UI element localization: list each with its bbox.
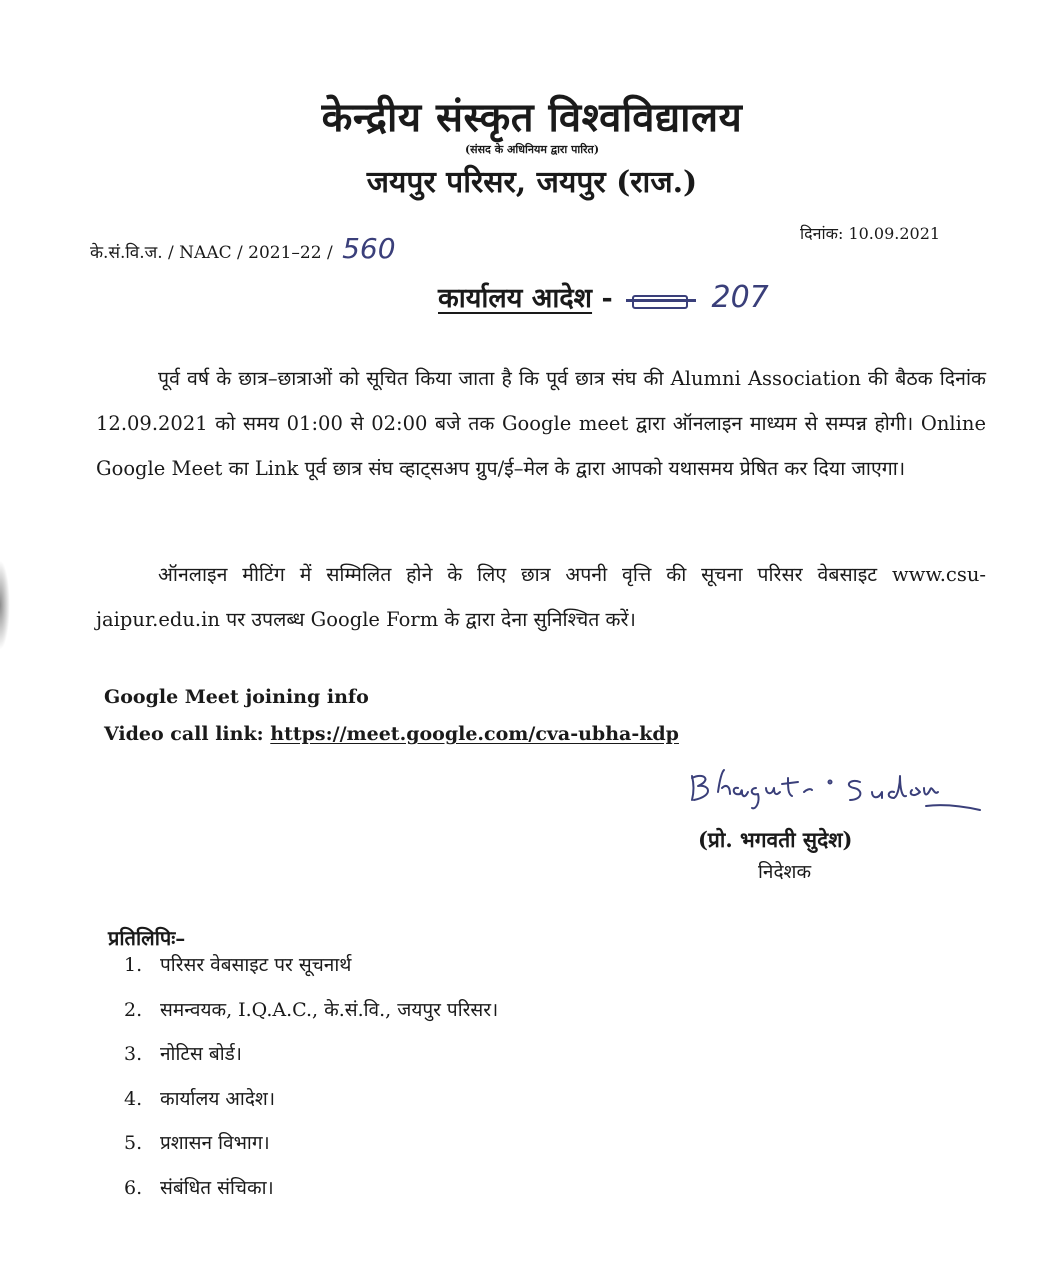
body-paragraph-1: पूर्व वर्ष के छात्र–छात्राओं को सूचित किया जाता है कि पूर्व छात्र संघ की Alumni Association की बैठक दिनांक 12.09.2021 को समय 01:00 से 02:00 बजे तक Google meet द्वारा ऑनलाइन माध्यम से सम्पन्न होगी। Online Google Meet का Link पूर्व छात्र संघ व्हाट्सअप ग्रुप/ई–मेल के द्वारा आपको यथासमय प्रेषित कर दिया जाएगा।: [96, 366, 986, 480]
list-item-text: नोटिस बोर्ड।: [160, 1043, 242, 1065]
list-item-number: 4.: [124, 1087, 143, 1110]
meet-link-label: Video call link:: [104, 723, 264, 745]
list-item-text: परिसर वेबसाइट पर सूचनार्थ: [160, 954, 352, 976]
copy-to-list: [124, 948, 498, 1215]
act-note: (संसद के अधिनियम द्वारा पारित): [464, 143, 600, 156]
office-order-dash: -: [601, 283, 613, 314]
meet-link-row: [104, 723, 679, 745]
list-item: [124, 1037, 498, 1082]
office-order-heading: [438, 278, 769, 315]
list-item: [124, 1171, 498, 1216]
list-item-number: 5.: [124, 1132, 143, 1154]
list-item-text: कार्यालय आदेश।: [160, 1087, 276, 1110]
list-item: [124, 993, 498, 1038]
list-item: [124, 948, 498, 993]
reference-number: [90, 232, 396, 265]
list-item-number: 2.: [124, 998, 143, 1021]
signer-name: (प्रो. भगवती सुदेश): [698, 827, 853, 852]
list-item-number: 3.: [124, 1043, 143, 1065]
meet-link[interactable]: https://meet.google.com/cva-ubha-kdp: [270, 723, 679, 745]
campus-name: जयपुर परिसर, जयपुर (राज.): [366, 165, 698, 200]
body-paragraph-2: ऑनलाइन मीटिंग में सम्मिलित होने के लिए छात्र अपनी वृत्ति की सूचना परिसर वेबसाइट www.csu-jaipur.edu.in पर उपलब्ध Google Form के द्वारा देना सुनिश्चित करें।: [96, 562, 986, 631]
date-label: दिनांक:: [800, 224, 844, 243]
list-item-text: प्रशासन विभाग।: [160, 1132, 270, 1154]
struck-out-mark: [622, 289, 702, 311]
order-date: [800, 222, 940, 244]
list-item-number: 1.: [124, 954, 143, 976]
list-item: [124, 1126, 498, 1171]
office-order-title: कार्यालय आदेश: [438, 283, 593, 314]
handwritten-signature: [680, 748, 990, 818]
list-item-text: संबंधित संचिका।: [160, 1176, 274, 1199]
list-item-number: 6.: [124, 1176, 143, 1199]
meet-info-heading: Google Meet joining info: [104, 686, 369, 708]
office-order-number: 207: [711, 280, 769, 315]
list-item: [124, 1082, 498, 1127]
date-value: 10.09.2021: [848, 224, 941, 243]
scan-edge-shadow: [0, 560, 10, 650]
list-item-text: समन्वयक, I.Q.A.C., के.सं.वि., जयपुर परिसर।: [160, 998, 499, 1021]
university-name: केन्द्रीय संस्कृत विश्वविद्यालय: [321, 94, 743, 141]
reference-prefix: के.सं.वि.ज. / NAAC / 2021–22 /: [90, 243, 333, 263]
copy-to-heading: प्रतिलिपिः–: [108, 926, 186, 950]
reference-handwritten-number: 560: [342, 232, 396, 265]
signer-designation: निदेशक: [758, 861, 812, 883]
